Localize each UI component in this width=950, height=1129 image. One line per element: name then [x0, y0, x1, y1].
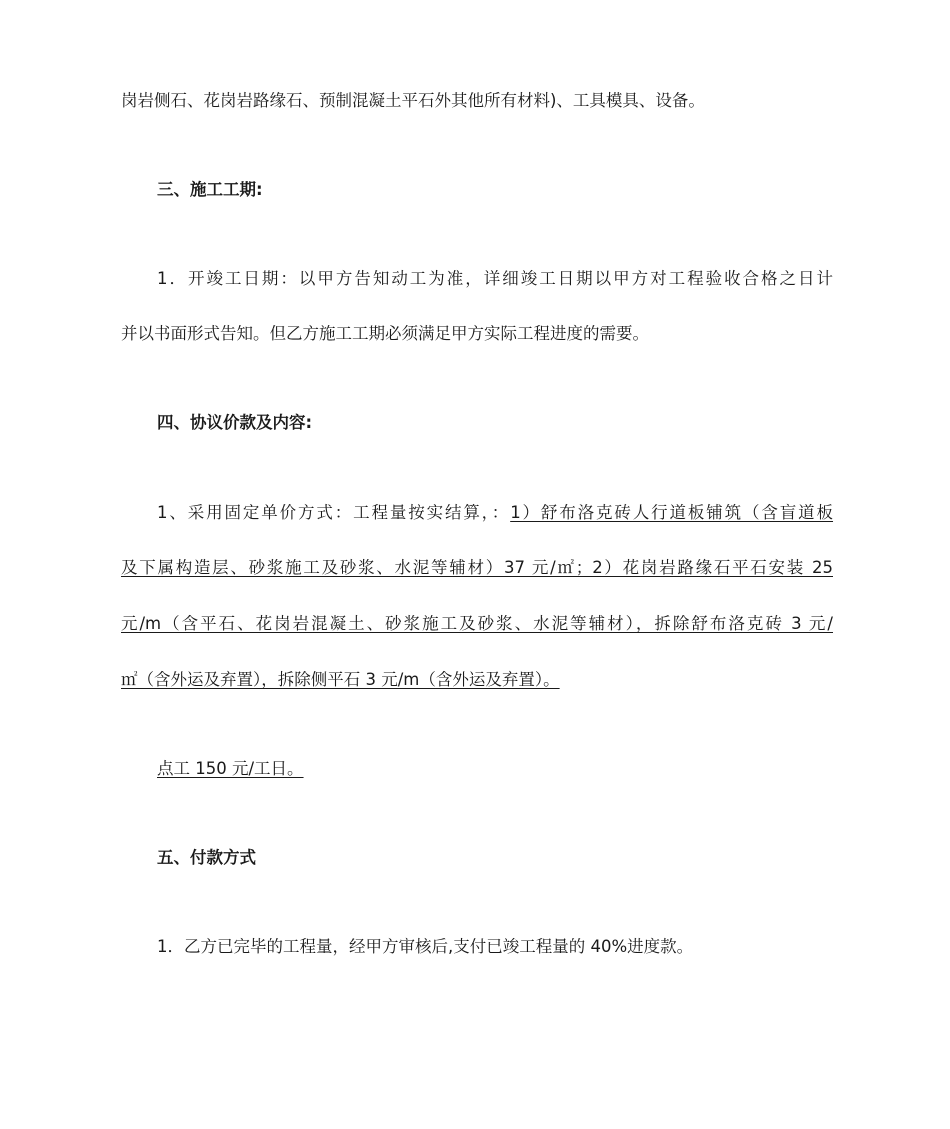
pricing-item-2	[157, 757, 833, 781]
day-labor-rate: 点工 150 元/工日。	[157, 759, 304, 778]
paragraph-materials-end: 岗岩侧石、花岗岩路缘石、预制混凝土平石外其他所有材料)、工具模具、设备。	[121, 91, 705, 110]
pricing-item-1-line-3	[121, 612, 833, 636]
section-3-heading: 三、施工工期:	[157, 180, 263, 199]
pricing-item-1-prefix: 1、采用固定单价方式：工程量按实结算，：	[157, 503, 511, 522]
section-4-heading: 四、协议价款及内容:	[157, 413, 313, 432]
pricing-item-1-underlined-1: 1）舒布洛克砖人行道板铺筑（含盲道板	[510, 503, 834, 522]
pricing-item-1-line-1	[157, 501, 833, 525]
section-5-heading: 五、付款方式	[157, 848, 256, 867]
pricing-item-1-line-4	[121, 668, 833, 692]
schedule-item-1-line-1: 1．开竣工日期：以甲方告知动工为准，详细竣工日期以甲方对工程验收合格之日计	[157, 269, 833, 288]
pricing-item-1-underlined-3: 元/m（含平石、花岗岩混凝土、砂浆施工及砂浆、水泥等辅材），拆除舒布洛克砖 3 元/	[121, 614, 833, 633]
pricing-item-1-underlined-2: 及下属构造层、砂浆施工及砂浆、水泥等辅材）37 元/㎡；2）花岗岩路缘石平石安装 25	[121, 558, 833, 577]
schedule-item-1-line-2: 并以书面形式告知。但乙方施工工期必须满足甲方实际工程进度的需要。	[121, 324, 649, 343]
payment-item-1: 1．乙方已完毕的工程量，经甲方审核后,支付已竣工程量的 40%进度款。	[157, 937, 694, 956]
pricing-item-1-line-2	[121, 556, 833, 580]
pricing-item-1-underlined-4: ㎡（含外运及弃置），拆除侧平石 3 元/m（含外运及弃置）。	[121, 670, 560, 689]
